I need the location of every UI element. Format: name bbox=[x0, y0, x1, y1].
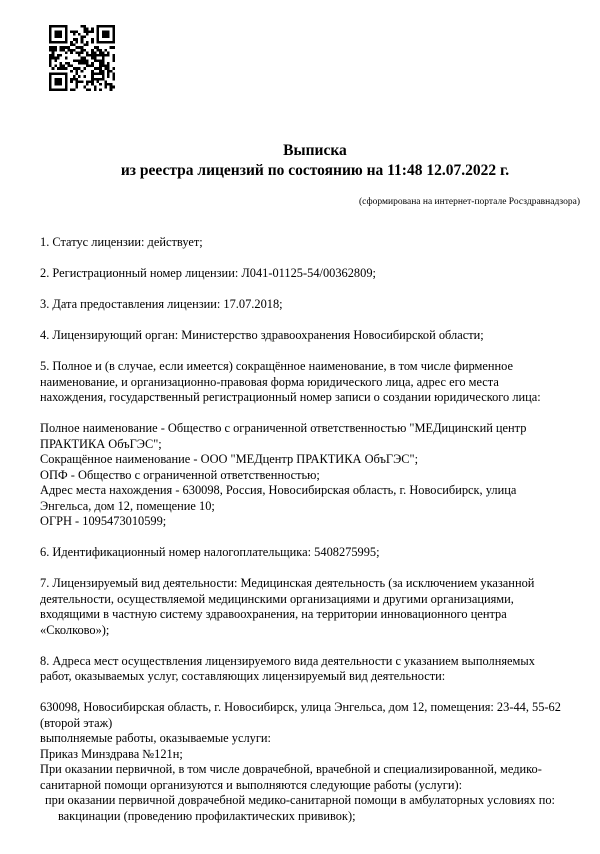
text-line: Полное наименование - Общество с ограниченной ответственностью "МЕДицинский центр ПРАКТИКА ОбъГЭС"; bbox=[40, 421, 527, 451]
title-line1: Выписка bbox=[283, 142, 347, 159]
paragraph-block bbox=[40, 654, 562, 685]
text-line: 7. Лицензируемый вид деятельности: Медицинская деятельность (за исключением указанной деятельности, осуществляемой медицинскими организациями и другими организациями, входящими в частную систему здравоохранения, на территории инновационного центра «Сколково»); bbox=[40, 576, 535, 637]
text-line: Сокращённое наименование - ООО "МЕДцентр ПРАКТИКА ОбъГЭС"; bbox=[40, 452, 419, 466]
text-line: При оказании первичной, в том числе доврачебной, врачебной и специализированной, медико-санитарной помощи организуются и выполняются следующие работы (услуги): bbox=[40, 762, 542, 792]
paragraph-block bbox=[40, 545, 562, 561]
paragraph-block bbox=[40, 700, 562, 824]
qr-code bbox=[49, 25, 115, 91]
document-subtitle: (сформирована на интернет-портале Росздравнадзора) bbox=[359, 197, 580, 207]
text-line: 4. Лицензирующий орган: Министерство здравоохранения Новосибирской области; bbox=[40, 328, 484, 342]
text-line: 6. Идентификационный номер налогоплательщика: 5408275995; bbox=[40, 545, 380, 559]
paragraph-block bbox=[40, 576, 562, 638]
paragraph-block bbox=[40, 328, 562, 344]
document-body bbox=[40, 235, 562, 824]
text-line: 2. Регистрационный номер лицензии: Л041-01125-54/00362809; bbox=[40, 266, 376, 280]
text-line: Приказ Минздрава №121н; bbox=[40, 746, 183, 761]
title-line2: из реестра лицензий по состоянию на 11:48 12.07.2022 г. bbox=[120, 162, 510, 179]
text-line: выполняемые работы, оказываемые услуги: bbox=[40, 731, 272, 745]
text-line: Адрес места нахождения - 630098, Россия, Новосибирская область, г. Новосибирск, улица Энгельса, дом 12, помещение 10; bbox=[40, 483, 517, 513]
paragraph-block bbox=[40, 266, 562, 282]
paragraph-block bbox=[40, 297, 562, 313]
text-line: 8. Адреса мест осуществления лицензируемого вида деятельности с указанием выполняемых работ, оказываемых услуг, составляющих лицензируемый вид деятельности: bbox=[40, 653, 535, 683]
text-line: ОПФ - Общество с ограниченной ответственностью; bbox=[40, 467, 320, 482]
text-line: 1. Статус лицензии: действует; bbox=[40, 235, 203, 249]
text-line: ОГРН - 1095473010599; bbox=[40, 514, 167, 528]
text-line: 630098, Новосибирская область, г. Новосибирск, улица Энгельса, дом 12, помещения: 23-44, 55-62 (второй этаж) bbox=[40, 700, 561, 730]
paragraph-block bbox=[40, 359, 562, 406]
paragraph-block bbox=[40, 235, 562, 251]
document-title bbox=[40, 141, 590, 181]
paragraph-block bbox=[40, 421, 562, 530]
text-line: вакцинации (проведению профилактических прививок); bbox=[58, 808, 356, 823]
text-line: 3. Дата предоставления лицензии: 17.07.2018; bbox=[40, 297, 283, 311]
text-line: при оказании первичной доврачебной медико-санитарной помощи в амбулаторных условиях по: bbox=[45, 793, 555, 807]
text-line: 5. Полное и (в случае, если имеется) сокращённое наименование, в том числе фирменное наименование, и организационно-правовая форма юридического лица, адрес его места нахождения, государственный регистрационный номер записи о создании юридического лица: bbox=[40, 359, 541, 404]
